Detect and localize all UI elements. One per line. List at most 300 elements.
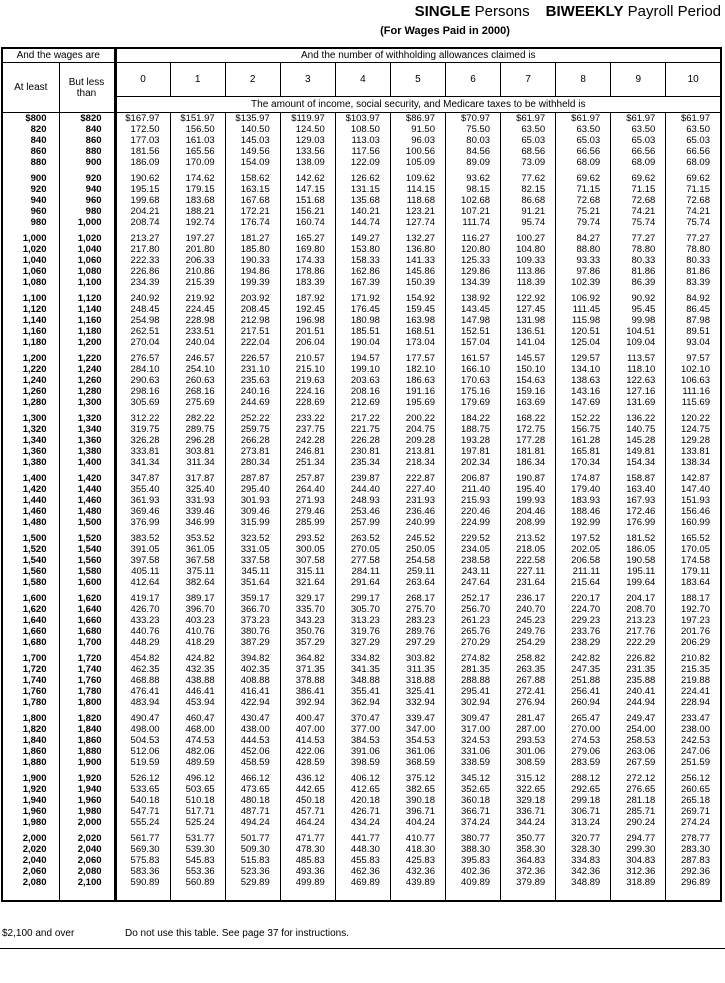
tax-amount: 208.45 — [225, 304, 280, 315]
tax-amount: 402.36 — [445, 866, 500, 877]
tax-amount: 240.41 — [611, 686, 666, 697]
tax-amount: 294.77 — [611, 833, 666, 844]
tax-amount: 152.22 — [556, 413, 611, 424]
tax-amount: 438.88 — [170, 675, 225, 686]
tax-amount: 462.36 — [335, 866, 390, 877]
table-row — [2, 713, 721, 724]
tax-amount: 250.05 — [390, 544, 445, 555]
tax-amount: 191.16 — [390, 386, 445, 397]
tax-amount: 526.12 — [115, 773, 170, 784]
tax-amount: 145.28 — [611, 435, 666, 446]
tax-amount: 156.50 — [170, 124, 225, 135]
tax-amount: 396.70 — [170, 604, 225, 615]
tax-amount: 231.93 — [390, 495, 445, 506]
wage-at-least: 1,840 — [22, 735, 47, 746]
tax-amount: 219.63 — [280, 375, 335, 386]
tax-amount: 136.51 — [501, 326, 556, 337]
tax-amount: 313.24 — [556, 817, 611, 828]
tax-amount: 464.24 — [280, 817, 335, 828]
tax-amount: 222.29 — [611, 637, 666, 648]
tax-amount: 490.47 — [115, 713, 170, 724]
tax-amount: 75.74 — [666, 217, 721, 228]
at-least-header: At least — [2, 63, 59, 113]
tax-amount: 132.27 — [390, 233, 445, 244]
wage-but-less: 1,640 — [59, 604, 115, 615]
tax-amount: 560.89 — [170, 877, 225, 888]
tax-amount: 341.34 — [115, 457, 170, 468]
wage-at-least: 1,220 — [22, 364, 47, 375]
wage-at-least: 1,600 — [22, 593, 47, 604]
wage-at-least: 2,000 — [22, 833, 47, 844]
table-row — [2, 784, 721, 795]
tax-amount: 127.74 — [390, 217, 445, 228]
tax-amount: 213.27 — [115, 233, 170, 244]
tax-amount: 249.76 — [501, 626, 556, 637]
table-row — [2, 353, 721, 364]
tax-amount: 203.92 — [225, 293, 280, 304]
tax-amount: 324.53 — [445, 735, 500, 746]
table-row — [2, 457, 721, 468]
table-row — [2, 386, 721, 397]
tax-amount: 366.70 — [225, 604, 280, 615]
tax-amount: 439.89 — [390, 877, 445, 888]
tax-amount: 355.41 — [335, 686, 390, 697]
tax-amount: 251.88 — [556, 675, 611, 686]
tax-amount: 410.76 — [170, 626, 225, 637]
tax-amount: 149.81 — [611, 446, 666, 457]
tax-amount: 296.28 — [170, 435, 225, 446]
tax-amount: 91.21 — [501, 206, 556, 217]
wage-at-least: 1,140 — [22, 315, 47, 326]
tax-amount: 102.39 — [556, 277, 611, 288]
tax-amount: 384.53 — [335, 735, 390, 746]
tax-amount: 304.83 — [611, 855, 666, 866]
tax-amount: 361.05 — [170, 544, 225, 555]
tax-amount: 391.06 — [335, 746, 390, 757]
tax-amount: 197.52 — [556, 533, 611, 544]
tax-amount: 156.75 — [556, 424, 611, 435]
tax-amount: 200.22 — [390, 413, 445, 424]
wage-but-less: 1,240 — [59, 364, 115, 375]
tax-amount: 206.33 — [170, 255, 225, 266]
tax-amount: 190.33 — [225, 255, 280, 266]
tax-amount: 242.82 — [556, 653, 611, 664]
tax-amount: 104.51 — [611, 326, 666, 337]
tax-amount: 154.92 — [390, 293, 445, 304]
tax-amount: 234.39 — [115, 277, 170, 288]
tax-amount: 147.40 — [666, 484, 721, 495]
tax-amount: 206.58 — [556, 555, 611, 566]
tax-amount: 320.77 — [556, 833, 611, 844]
tax-amount: 361.93 — [115, 495, 170, 506]
tax-amount: 236.46 — [390, 506, 445, 517]
tax-amount: 319.75 — [115, 424, 170, 435]
tax-amount: 553.36 — [170, 866, 225, 877]
tax-amount: 77.27 — [666, 233, 721, 244]
wage-at-least: 1,940 — [22, 795, 47, 806]
tax-amount: 213.81 — [390, 446, 445, 457]
wage-at-least: 940 — [30, 195, 47, 206]
tax-amount: 97.86 — [556, 266, 611, 277]
tax-amount: 133.56 — [280, 146, 335, 157]
tax-amount: 512.06 — [115, 746, 170, 757]
wage-but-less: 1,540 — [59, 544, 115, 555]
tax-amount: 192.99 — [556, 517, 611, 528]
tax-amount: 396.71 — [390, 806, 445, 817]
tax-amount: 158.87 — [611, 473, 666, 484]
tax-amount: 134.39 — [445, 277, 500, 288]
tax-amount: 252.22 — [225, 413, 280, 424]
tax-amount: 383.52 — [115, 533, 170, 544]
tax-amount: 299.18 — [556, 795, 611, 806]
tax-amount: 434.24 — [335, 817, 390, 828]
tax-amount: 71.15 — [611, 184, 666, 195]
table-row — [2, 446, 721, 457]
table-row — [2, 653, 721, 664]
tax-amount: 154.63 — [501, 375, 556, 386]
tax-amount: 211.40 — [445, 484, 500, 495]
tax-amount: 159.45 — [390, 304, 445, 315]
tax-amount: 165.56 — [170, 146, 225, 157]
tax-amount: 215.39 — [170, 277, 225, 288]
tax-amount: 190.87 — [501, 473, 556, 484]
tax-amount: 509.30 — [225, 844, 280, 855]
tax-amount: 81.86 — [611, 266, 666, 277]
wage-at-least: 1,060 — [22, 266, 47, 277]
tax-amount: 78.80 — [611, 244, 666, 255]
tax-amount: 212.69 — [335, 397, 390, 408]
table-row — [2, 844, 721, 855]
tax-amount: 97.57 — [666, 353, 721, 364]
tax-amount: 127.16 — [611, 386, 666, 397]
tax-amount: 247.35 — [556, 664, 611, 675]
tax-amount: 350.76 — [280, 626, 335, 637]
tax-amount: 284.11 — [335, 566, 390, 577]
tax-amount: 405.11 — [115, 566, 170, 577]
tax-amount: 84.27 — [556, 233, 611, 244]
table-row — [2, 135, 721, 146]
tax-amount: 245.52 — [390, 533, 445, 544]
tax-amount: 420.18 — [335, 795, 390, 806]
tax-amount: 84.56 — [445, 146, 500, 157]
tax-amount: 144.74 — [335, 217, 390, 228]
tax-amount: 163.40 — [611, 484, 666, 495]
tax-amount: 460.47 — [170, 713, 225, 724]
tax-amount: 311.34 — [170, 457, 225, 468]
table-row — [2, 173, 721, 184]
tax-amount: 260.94 — [556, 697, 611, 708]
tax-amount: 68.09 — [611, 157, 666, 168]
tax-amount: 370.47 — [335, 713, 390, 724]
tax-amount: 265.18 — [666, 795, 721, 806]
tax-amount: 220.17 — [556, 593, 611, 604]
tax-amount: 158.62 — [225, 173, 280, 184]
tax-amount: 263.64 — [390, 577, 445, 588]
wage-but-less: 1,740 — [59, 664, 115, 675]
wage-but-less: 1,600 — [59, 577, 115, 588]
tax-amount: $61.97 — [666, 113, 721, 125]
tax-amount: 69.62 — [556, 173, 611, 184]
tax-amount: 263.35 — [501, 664, 556, 675]
tax-amount: 325.41 — [390, 686, 445, 697]
table-row — [2, 544, 721, 555]
withholding-table — [1, 47, 722, 902]
tax-amount: 66.56 — [556, 146, 611, 157]
tax-amount: 125.33 — [445, 255, 500, 266]
tax-amount: 65.03 — [501, 135, 556, 146]
tax-amount: 402.35 — [225, 664, 280, 675]
wage-at-least: 1,700 — [22, 653, 47, 664]
table-row — [2, 626, 721, 637]
tax-amount: 170.34 — [556, 457, 611, 468]
tax-amount: 129.86 — [445, 266, 500, 277]
tax-amount: 179.15 — [170, 184, 225, 195]
table-row — [2, 806, 721, 817]
tax-amount: 265.47 — [556, 713, 611, 724]
wage-at-least: 1,820 — [22, 724, 47, 735]
tax-amount: 106.92 — [556, 293, 611, 304]
tax-amount: 442.65 — [280, 784, 335, 795]
tax-amount: 317.87 — [170, 473, 225, 484]
tax-amount: 140.21 — [335, 206, 390, 217]
tax-amount: 540.18 — [115, 795, 170, 806]
tax-amount: 145.03 — [225, 135, 280, 146]
tax-amount: 545.83 — [170, 855, 225, 866]
tax-amount: 441.77 — [335, 833, 390, 844]
tax-amount: 390.18 — [390, 795, 445, 806]
tax-amount: 233.47 — [666, 713, 721, 724]
wage-at-least: 1,520 — [22, 544, 47, 555]
tax-amount: 63.50 — [666, 124, 721, 135]
tax-amount: 228.98 — [170, 315, 225, 326]
tax-amount: 280.34 — [225, 457, 280, 468]
tax-amount: 99.98 — [611, 315, 666, 326]
tax-amount: 275.70 — [390, 604, 445, 615]
tax-amount: 160.74 — [280, 217, 335, 228]
tax-amount: 224.16 — [280, 386, 335, 397]
wage-but-less: 1,560 — [59, 555, 115, 566]
tax-amount: 254.29 — [501, 637, 556, 648]
tax-amount: 355.40 — [115, 484, 170, 495]
tax-amount: 247.64 — [445, 577, 500, 588]
tax-amount: 468.88 — [115, 675, 170, 686]
tax-amount: 163.98 — [390, 315, 445, 326]
tax-amount: 354.53 — [390, 735, 445, 746]
tax-amount: 529.89 — [225, 877, 280, 888]
tax-amount: 346.99 — [170, 517, 225, 528]
tax-amount: 290.24 — [611, 817, 666, 828]
tax-amount: 75.74 — [611, 217, 666, 228]
wage-at-least: 1,180 — [22, 337, 47, 348]
wage-but-less: 1,020 — [59, 233, 115, 244]
tax-amount: 391.05 — [115, 544, 170, 555]
wage-at-least: 1,980 — [22, 817, 47, 828]
wage-but-less: 1,680 — [59, 626, 115, 637]
tax-amount: 237.75 — [280, 424, 335, 435]
tax-amount: 153.80 — [335, 244, 390, 255]
tax-amount: 107.21 — [445, 206, 500, 217]
table-row — [2, 675, 721, 686]
table-row — [2, 757, 721, 768]
tax-amount: 72.68 — [666, 195, 721, 206]
wage-at-least: 1,640 — [22, 615, 47, 626]
table-row — [2, 277, 721, 288]
tax-amount: 131.69 — [611, 397, 666, 408]
allowances-header: And the number of withholding allowances claimed is — [115, 48, 721, 63]
table-row — [2, 304, 721, 315]
tax-amount: 222.04 — [225, 337, 280, 348]
table-body — [2, 113, 721, 902]
tax-amount: 63.50 — [611, 124, 666, 135]
wage-but-less: 1,260 — [59, 375, 115, 386]
tax-amount: 138.34 — [666, 457, 721, 468]
tax-amount: 185.51 — [335, 326, 390, 337]
tax-amount: 163.69 — [501, 397, 556, 408]
tax-amount: 159.16 — [501, 386, 556, 397]
tax-amount: 412.64 — [115, 577, 170, 588]
wage-at-least: 1,340 — [22, 435, 47, 446]
wage-but-less: 2,040 — [59, 844, 115, 855]
tax-amount: 124.75 — [666, 424, 721, 435]
tax-amount: 247.06 — [666, 746, 721, 757]
tax-amount: 138.09 — [280, 157, 335, 168]
wage-but-less: $820 — [59, 113, 115, 125]
wage-but-less: 2,020 — [59, 833, 115, 844]
tax-amount: 235.63 — [225, 375, 280, 386]
wage-but-less: 1,820 — [59, 713, 115, 724]
tax-amount: 409.89 — [445, 877, 500, 888]
wage-but-less: 920 — [59, 173, 115, 184]
tax-amount: 321.64 — [280, 577, 335, 588]
tax-amount: 100.56 — [390, 146, 445, 157]
table-row — [2, 577, 721, 588]
tax-amount: 184.22 — [445, 413, 500, 424]
tax-amount: 251.59 — [666, 757, 721, 768]
tax-amount: 319.76 — [335, 626, 390, 637]
tax-amount: 473.65 — [225, 784, 280, 795]
tax-amount: 229.23 — [556, 615, 611, 626]
tax-amount: 315.12 — [501, 773, 556, 784]
tax-amount: 422.06 — [280, 746, 335, 757]
tax-amount: 204.17 — [611, 593, 666, 604]
tax-amount: 323.52 — [225, 533, 280, 544]
tax-amount: 161.28 — [556, 435, 611, 446]
table-row — [2, 724, 721, 735]
tax-amount: 96.03 — [390, 135, 445, 146]
tax-amount: 143.16 — [556, 386, 611, 397]
tax-amount: 168.51 — [390, 326, 445, 337]
tax-amount: 127.45 — [501, 304, 556, 315]
allowance-col-header-8: 8 — [556, 63, 611, 97]
tax-amount: 169.80 — [280, 244, 335, 255]
wage-but-less: 1,060 — [59, 255, 115, 266]
tax-amount: 432.36 — [390, 866, 445, 877]
tax-amount: 583.36 — [115, 866, 170, 877]
title-persons: Persons — [470, 3, 530, 20]
tax-amount: 239.87 — [335, 473, 390, 484]
tax-amount: 208.74 — [115, 217, 170, 228]
table-row — [2, 855, 721, 866]
tax-amount: 299.30 — [611, 844, 666, 855]
tax-amount: 482.06 — [170, 746, 225, 757]
tax-amount: 212.98 — [225, 315, 280, 326]
tax-amount: 433.23 — [115, 615, 170, 626]
tax-amount: 186.63 — [390, 375, 445, 386]
tax-amount: 192.74 — [170, 217, 225, 228]
tax-amount: 360.18 — [445, 795, 500, 806]
wage-at-least: 1,260 — [22, 386, 47, 397]
tax-amount: 371.35 — [280, 664, 335, 675]
tax-amount: 68.56 — [501, 146, 556, 157]
tax-amount: 279.46 — [280, 506, 335, 517]
tax-amount: 222.87 — [390, 473, 445, 484]
tax-amount: 436.12 — [280, 773, 335, 784]
tax-amount: 177.57 — [390, 353, 445, 364]
table-row — [2, 315, 721, 326]
tax-amount: 287.00 — [501, 724, 556, 735]
tax-amount: 95.74 — [501, 217, 556, 228]
tax-amount: 188.46 — [556, 506, 611, 517]
tax-amount: 438.00 — [225, 724, 280, 735]
tax-amount: 452.06 — [225, 746, 280, 757]
tax-amount: 312.22 — [115, 413, 170, 424]
tax-amount: 382.64 — [170, 577, 225, 588]
wage-but-less: 1,340 — [59, 424, 115, 435]
tax-amount: 327.29 — [335, 637, 390, 648]
tax-amount: 122.09 — [335, 157, 390, 168]
tax-amount: 332.94 — [390, 697, 445, 708]
tax-amount: 531.77 — [170, 833, 225, 844]
tax-amount: 489.59 — [170, 757, 225, 768]
tax-amount: 260.65 — [666, 784, 721, 795]
wage-at-least: 2,080 — [22, 877, 47, 888]
tax-amount: 177.28 — [501, 435, 556, 446]
tax-amount: 309.46 — [225, 506, 280, 517]
tax-amount: 283.59 — [556, 757, 611, 768]
wage-but-less: 1,760 — [59, 675, 115, 686]
tax-amount: 347.87 — [115, 473, 170, 484]
tax-amount: 152.51 — [445, 326, 500, 337]
tax-amount: 210.57 — [280, 353, 335, 364]
tax-amount: 272.12 — [611, 773, 666, 784]
tax-amount: 358.30 — [501, 844, 556, 855]
tax-amount: 192.70 — [666, 604, 721, 615]
allowance-col-header-0: 0 — [115, 63, 170, 97]
tax-amount: 240.70 — [501, 604, 556, 615]
tax-amount: 345.12 — [445, 773, 500, 784]
tax-amount: 457.71 — [280, 806, 335, 817]
tax-amount: 80.33 — [611, 255, 666, 266]
wage-but-less: 1,720 — [59, 653, 115, 664]
tax-amount: 204.21 — [115, 206, 170, 217]
table-row — [2, 566, 721, 577]
tax-amount: 142.87 — [666, 473, 721, 484]
tax-amount: 196.98 — [280, 315, 335, 326]
tax-amount: 177.03 — [115, 135, 170, 146]
tax-amount: 238.58 — [445, 555, 500, 566]
tax-amount: 176.99 — [611, 517, 666, 528]
wage-at-least: 1,660 — [22, 626, 47, 637]
tax-amount: 167.68 — [225, 195, 280, 206]
tax-amount: 116.27 — [445, 233, 500, 244]
tax-amount: 120.51 — [556, 326, 611, 337]
tax-amount: 257.87 — [280, 473, 335, 484]
tax-amount: 519.59 — [115, 757, 170, 768]
tax-amount: 242.28 — [280, 435, 335, 446]
tax-amount: 109.04 — [611, 337, 666, 348]
table-row — [2, 686, 721, 697]
tax-amount: 366.71 — [445, 806, 500, 817]
